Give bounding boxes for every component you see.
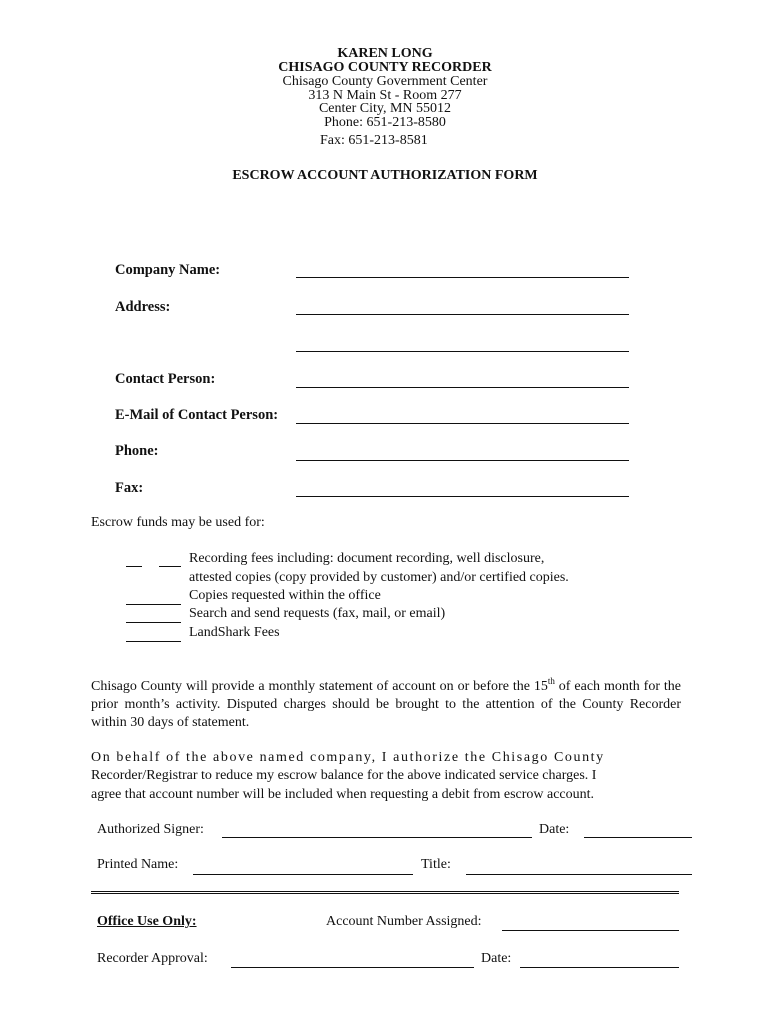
company-name-field[interactable]: [296, 277, 629, 278]
recorder-approval-label: Recorder Approval:: [97, 951, 208, 966]
contact-person-label: Contact Person:: [115, 371, 216, 387]
authorized-signer-label: Authorized Signer:: [97, 822, 204, 837]
authorization-line-1: On behalf of the above named company, I authorize the Chisago County: [91, 750, 605, 765]
printed-name-label: Printed Name:: [97, 857, 179, 872]
statement-text-1: Chisago County will provide a monthly statement of account on or before the 15: [91, 679, 548, 694]
escrow-item-recording: Recording fees including: document recording, well disclosure,: [189, 551, 545, 566]
authorization-line-2: Recorder/Registrar to reduce my escrow balance for the above indicated service charges. I: [91, 768, 597, 783]
email-field[interactable]: [296, 423, 629, 424]
company-name-label: Company Name:: [115, 262, 221, 278]
office-fax: Fax: 651-213-8581: [320, 133, 428, 148]
office-name: CHISAGO COUNTY RECORDER: [278, 60, 492, 75]
office-use-heading: Office Use Only:: [97, 914, 197, 929]
escrow-item-landshark: LandShark Fees: [189, 625, 280, 640]
recorder-approval-field[interactable]: [231, 967, 474, 968]
office-phone: Phone: 651-213-8580: [324, 115, 446, 130]
statement-text-2: of each month for the prior month’s activity. Disputed charges should be brought to the attention of the County Recorder within 30 days of statement.: [91, 679, 682, 730]
fax-label: Fax:: [115, 480, 144, 496]
office-date-label: Date:: [481, 951, 512, 966]
title-label: Title:: [421, 857, 451, 872]
signer-date-field[interactable]: [584, 837, 692, 838]
email-label: E-Mail of Contact Person:: [115, 407, 279, 423]
escrow-item-recording-cont: attested copies (copy provided by customer) and/or certified copies.: [189, 570, 569, 585]
address-label: Address:: [115, 299, 171, 315]
escrow-item-search: Search and send requests (fax, mail, or email): [189, 606, 446, 621]
recorder-name: KAREN LONG: [337, 46, 433, 61]
building-name: Chisago County Government Center: [282, 74, 488, 89]
checkbox-line-copies[interactable]: [126, 604, 181, 605]
escrow-intro: Escrow funds may be used for:: [91, 515, 265, 530]
street-address: 313 N Main St - Room 277: [308, 88, 462, 103]
statement-superscript: th: [547, 676, 555, 686]
section-divider: [91, 891, 679, 894]
city-address: Center City, MN 55012: [318, 101, 452, 116]
printed-name-field[interactable]: [193, 874, 413, 875]
account-number-label: Account Number Assigned:: [326, 914, 482, 929]
address-field-line-1[interactable]: [296, 314, 629, 315]
phone-field[interactable]: [296, 460, 629, 461]
checkbox-line-landshark[interactable]: [126, 641, 181, 642]
checkbox-line-search[interactable]: [126, 622, 181, 623]
escrow-item-copies: Copies requested within the office: [189, 588, 381, 603]
statement-paragraph: [91, 678, 681, 732]
title-field[interactable]: [466, 874, 692, 875]
authorization-line-3: agree that account number will be included when requesting a debit from escrow account.: [91, 787, 595, 802]
fax-field[interactable]: [296, 496, 629, 497]
phone-label: Phone:: [115, 443, 159, 459]
office-date-field[interactable]: [520, 967, 679, 968]
form-title: ESCROW ACCOUNT AUTHORIZATION FORM: [232, 168, 538, 183]
authorized-signer-field[interactable]: [222, 837, 532, 838]
checkbox-line-recording-b[interactable]: [159, 566, 181, 567]
checkbox-line-recording-a[interactable]: [126, 566, 142, 567]
contact-person-field[interactable]: [296, 387, 629, 388]
address-field-line-2[interactable]: [296, 351, 629, 352]
account-number-field[interactable]: [502, 930, 679, 931]
signer-date-label: Date:: [539, 822, 570, 837]
